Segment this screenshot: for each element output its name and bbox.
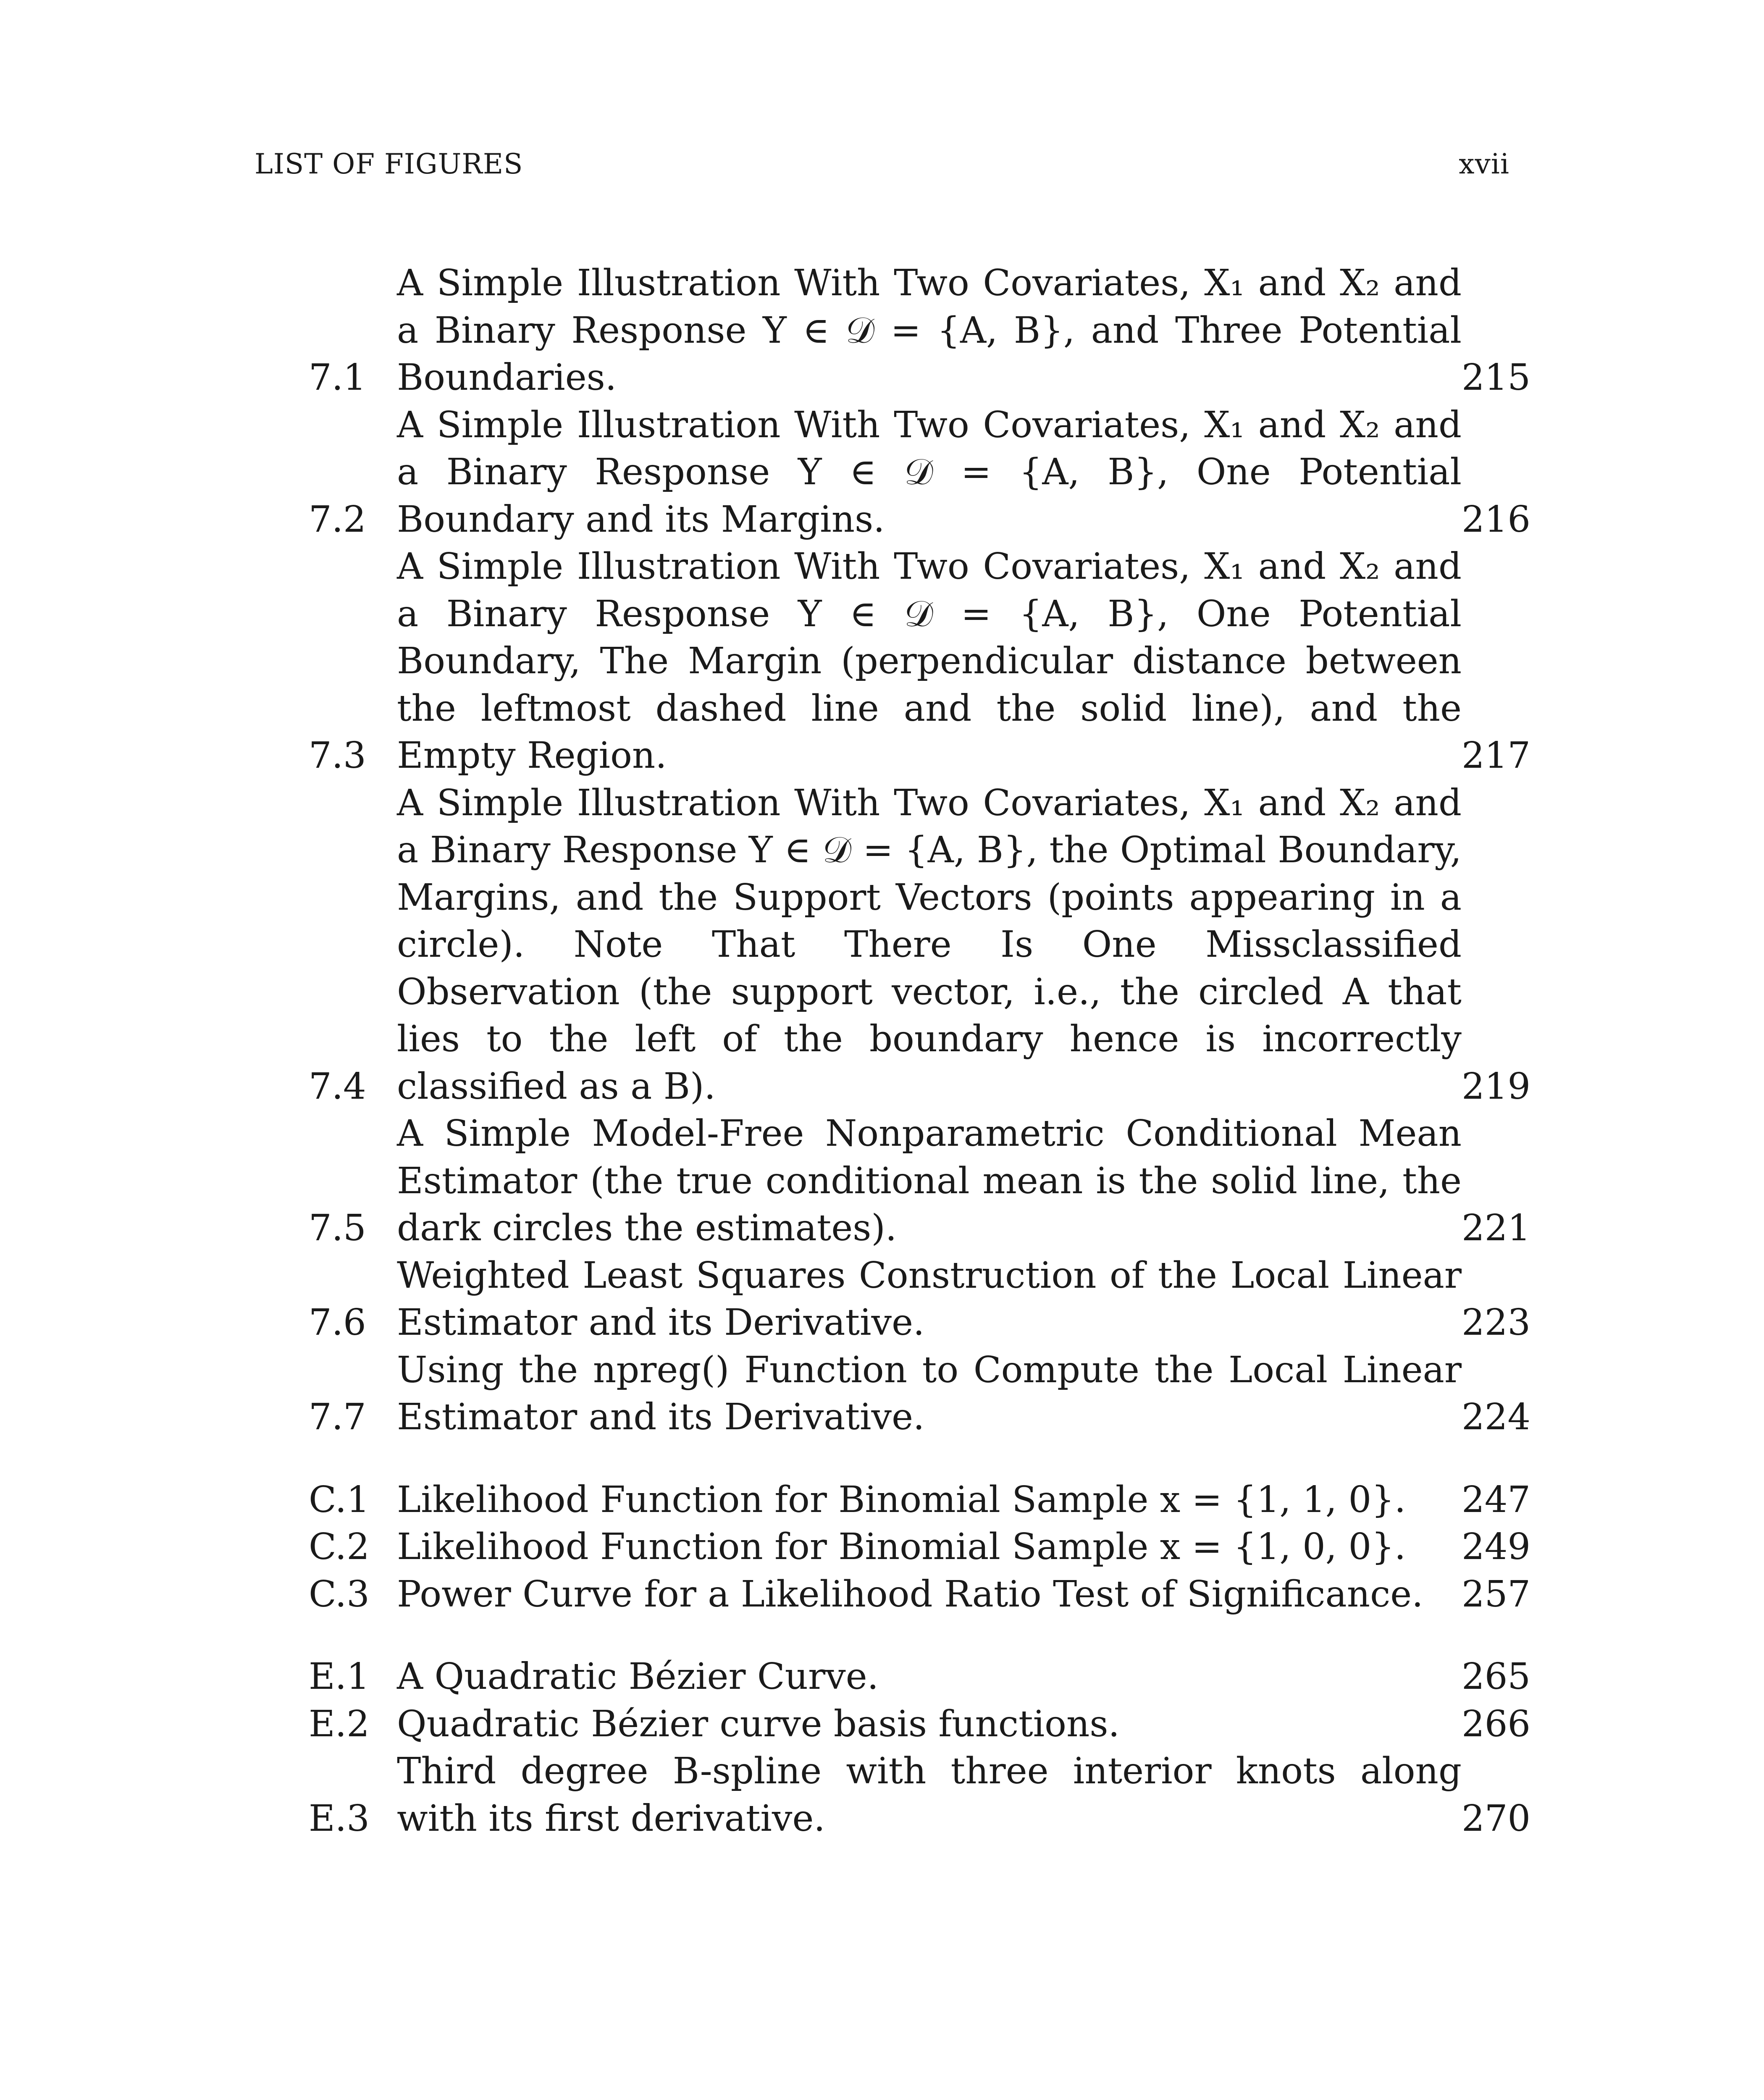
figure-number: 7.3 [309, 735, 366, 777]
figure-number: C.1 [309, 1478, 370, 1521]
figure-page-number: 249 [1462, 1526, 1531, 1568]
figure-entry[interactable] [309, 1653, 1531, 1701]
figure-entry[interactable] [309, 260, 1531, 402]
figure-caption: A Simple Illustration With Two Covariates, X₁ and X₂ and a Binary Response Y ∈ 𝒟 = {A, B}, One Potential Boundary, The Margin (perpendicular distance between the leftmost dashed line and the solid line), and the Empty Region. [397, 546, 1462, 777]
running-head-page-number: xvii [1459, 148, 1509, 180]
figure-entry[interactable] [309, 1701, 1531, 1748]
figure-page-number: 215 [1462, 357, 1531, 399]
figure-number: E.1 [309, 1656, 370, 1698]
figure-page-number: 216 [1462, 498, 1531, 541]
figure-number: E.3 [309, 1797, 370, 1840]
figure-group-chapter-7 [309, 260, 1531, 1441]
figure-caption: Quadratic Bézier curve basis functions. [397, 1703, 1120, 1745]
running-head-title: LIST OF FIGURES [255, 148, 523, 180]
figure-page-number: 247 [1462, 1478, 1531, 1521]
figure-caption: A Simple Illustration With Two Covariates, X₁ and X₂ and a Binary Response Y ∈ 𝒟 = {A, B}, and Three Potential Boundaries. [397, 262, 1462, 399]
figure-number: 7.7 [309, 1396, 366, 1438]
figure-number: 7.4 [309, 1065, 366, 1108]
figure-page-number: 270 [1462, 1797, 1531, 1840]
figure-caption: Likelihood Function for Binomial Sample x = {1, 0, 0}. [397, 1526, 1406, 1568]
figure-page-number: 257 [1462, 1573, 1531, 1615]
figure-group-appendix-c [309, 1476, 1531, 1618]
figure-number: 7.2 [309, 498, 366, 541]
figure-entry[interactable] [309, 780, 1531, 1110]
figure-entry[interactable] [309, 543, 1531, 780]
list-of-figures [309, 260, 1531, 1842]
figure-entry[interactable] [309, 1523, 1531, 1571]
figure-number: 7.6 [309, 1302, 366, 1344]
figure-caption: Third degree B-spline with three interior knots along with its first derivative. [397, 1750, 1462, 1840]
figure-entry[interactable] [309, 1110, 1531, 1252]
figure-caption: Likelihood Function for Binomial Sample x = {1, 1, 0}. [397, 1478, 1406, 1521]
running-head [255, 148, 1509, 180]
figure-caption: Using the npreg() Function to Compute the Local Linear Estimator and its Derivative. [397, 1349, 1462, 1438]
figure-number: E.2 [309, 1703, 370, 1745]
figure-page-number: 265 [1462, 1656, 1531, 1698]
figure-number: 7.5 [309, 1207, 366, 1249]
figure-group-appendix-e [309, 1653, 1531, 1842]
figure-entry[interactable] [309, 1748, 1531, 1842]
figure-caption: A Simple Model-Free Nonparametric Conditional Mean Estimator (the true conditional mean is the solid line, the dark circles the estimates). [397, 1113, 1462, 1249]
figure-caption: Power Curve for a Likelihood Ratio Test of Significance. [397, 1573, 1423, 1615]
figure-caption: A Simple Illustration With Two Covariates, X₁ and X₂ and a Binary Response Y ∈ 𝒟 = {A, B}, One Potential Boundary and its Margins. [397, 404, 1462, 541]
figure-number: C.2 [309, 1526, 370, 1568]
figure-page-number: 219 [1462, 1065, 1531, 1108]
figure-caption: A Quadratic Bézier Curve. [397, 1656, 879, 1698]
figure-page-number: 224 [1462, 1396, 1531, 1438]
figure-caption: Weighted Least Squares Construction of the Local Linear Estimator and its Derivative. [397, 1254, 1462, 1344]
figure-number: C.3 [309, 1573, 370, 1615]
figure-page-number: 217 [1462, 735, 1531, 777]
figure-page-number: 223 [1462, 1302, 1531, 1344]
figure-entry[interactable] [309, 402, 1531, 543]
figure-entry[interactable] [309, 1347, 1531, 1441]
figure-entry[interactable] [309, 1476, 1531, 1524]
figure-entry[interactable] [309, 1571, 1531, 1618]
figure-page-number: 221 [1462, 1207, 1531, 1249]
figure-entry[interactable] [309, 1252, 1531, 1347]
figure-caption: A Simple Illustration With Two Covariates, X₁ and X₂ and a Binary Response Y ∈ 𝒟 = {A, B}, the Optimal Boundary, Margins, and the Support Vectors (points appearing in a circle). Note That There Is One Missclassified Observation (the support vector, i.e., the circled A that lies to the left of the boundary hence is incorrectly classified as a B). [397, 782, 1462, 1108]
figure-number: 7.1 [309, 357, 366, 399]
figure-page-number: 266 [1462, 1703, 1531, 1745]
